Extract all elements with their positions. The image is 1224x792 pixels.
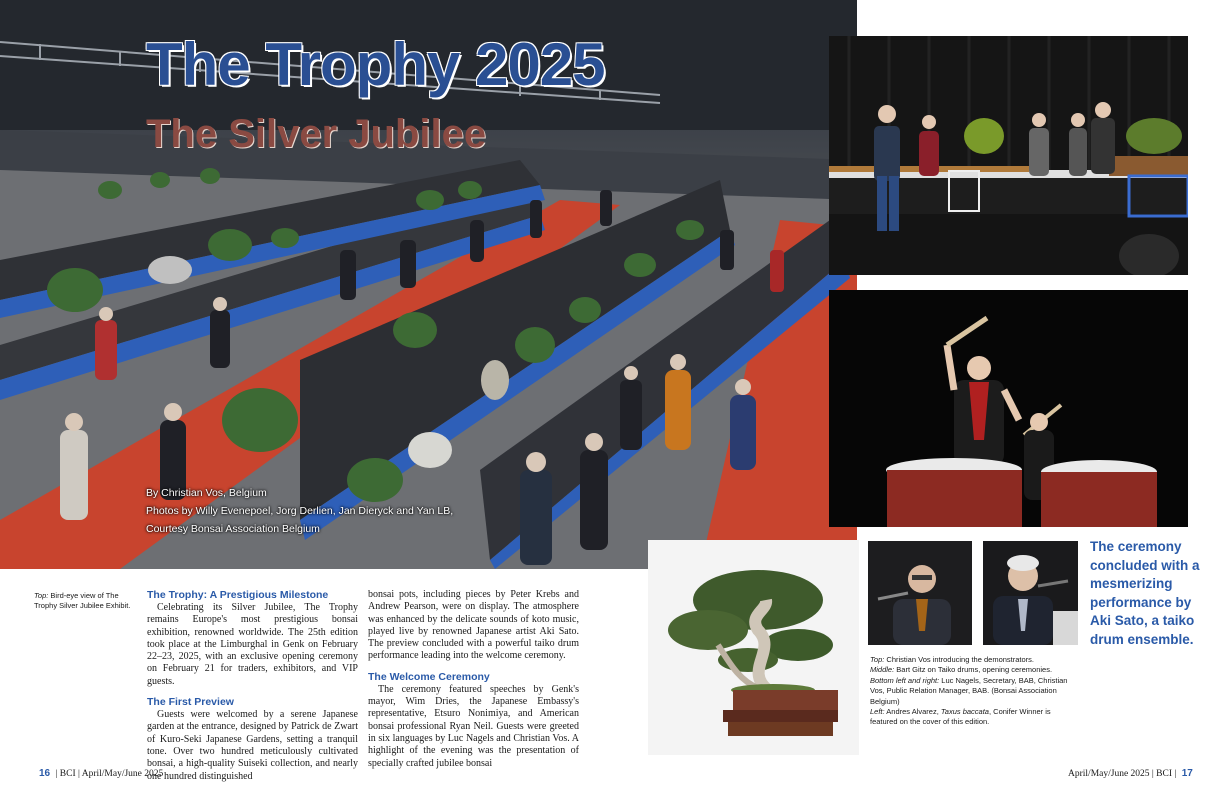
- caption-middle-label: Middle:: [870, 665, 895, 675]
- taiko-illustration: [829, 290, 1188, 527]
- portrait-left: [868, 541, 972, 645]
- photo-credit: Photos by Willy Evenepoel, Jorg Derlien, Jan Dieryck and Yan LB,: [146, 505, 454, 517]
- section-heading-first-preview: The First Preview: [147, 696, 234, 709]
- credits-block: [146, 484, 453, 538]
- caption-middle-text: Bart Gitz on Taiko drums, opening ceremonies.: [896, 665, 1053, 675]
- caption-label: Top:: [34, 591, 49, 600]
- caption-bottom-text: Luc Nagels, Secretary, BAB, Christian Vos, Public Relation Manager, BAB. (Bonsai Association Belgium): [870, 675, 1068, 706]
- speaker-illustration-2: [983, 541, 1078, 645]
- caption-middle: [870, 665, 1080, 675]
- bonsai-photo: [648, 540, 859, 755]
- caption-bottom-label: Bottom left and right:: [870, 675, 940, 685]
- caption-left-text-b: , Conifer Winner is featured on the cover of this edition.: [870, 707, 1051, 727]
- caption-text: Bird-eye view of The Trophy Silver Jubilee Exhibit.: [34, 591, 131, 610]
- caption-left-text-a: Andres Alvarez,: [886, 707, 939, 717]
- paragraph-first-preview: Guests were welcomed by a serene Japanese garden at the entrance, designed by Patrick de Zwart of Kuro-Seki Japanese Gardens, setting a tranquil tone. Over two hundred meticulously cultivated bonsai, a high-quality Suiseki collection, and nearly one hundred distinguished: [147, 709, 358, 782]
- folio-left: [36, 768, 163, 779]
- stage-illustration: [829, 36, 1188, 275]
- caption-species: Taxus baccata: [940, 707, 989, 717]
- article-column-2: [368, 589, 579, 770]
- hero-caption: [34, 591, 134, 611]
- folio-right: [1068, 768, 1196, 779]
- photo-captions: [870, 655, 1080, 728]
- page-number-right: 17: [1181, 768, 1193, 779]
- caption-top-text: Christian Vos introducing the demonstrators.: [886, 655, 1034, 664]
- folio-right-text: April/May/June 2025 | BCI |: [1068, 769, 1177, 779]
- pull-quote: The ceremony concluded with a mesmerizing performance by Aki Sato, a taiko drum ensemble.: [1090, 539, 1200, 647]
- page-number-left: 16: [39, 768, 51, 779]
- article-column-1: [147, 589, 358, 783]
- caption-bottom: [870, 676, 1080, 707]
- paragraph-first-preview-cont: bonsai pots, including pieces by Peter Krebs and Andrew Pearson, were on display. The atmosphere was enhanced by the delicate sounds of koto music, played live by renowned Japanese artist Aki Sato. The preview concluded with a powerful taiko drum performance leading into the welcome ceremony.: [368, 589, 579, 662]
- article-title: The Trophy 2025: [146, 31, 605, 98]
- caption-top-label: Top:: [870, 655, 885, 664]
- caption-left-photo: [870, 707, 1080, 728]
- taxus-bonsai-illustration: [648, 540, 859, 755]
- section-heading-welcome: The Welcome Ceremony: [368, 670, 490, 683]
- stage-photo: [829, 36, 1188, 275]
- caption-top: [870, 655, 1080, 665]
- paragraph-milestone: Celebrating its Silver Jubilee, The Trophy remains Europe's most prestigious bonsai exhibition, renowned worldwide. The 25th edition took place at the Limburghal in Genk on February 22–23, 2025, with an exclusive opening ceremony on February 21 for traders, exhibitors, and VIP guests.: [147, 602, 358, 687]
- byline: By Christian Vos, Belgium: [146, 487, 267, 499]
- portrait-right: [983, 541, 1078, 645]
- article-subtitle: The Silver Jubilee: [146, 112, 487, 156]
- photo-courtesy: Courtesy Bonsai Association Belgium: [146, 523, 320, 535]
- taiko-photo: [829, 290, 1188, 527]
- paragraph-welcome: The ceremony featured speeches by Genk's mayor, Wim Dries, the Japanese Embassy's representative, Etsuro Nonimiya, and American bonsai professional Ryan Neil. Guests were greeted in six languages by Luc Nagels and Christian Vos. A highlight of the evening was the presentation of specially crafted jubilee bonsai: [368, 683, 579, 769]
- section-heading-milestone: The Trophy: A Prestigious Milestone: [147, 589, 329, 601]
- folio-left-text: | BCI | April/May/June 2025: [55, 769, 164, 779]
- speaker-illustration-1: [868, 541, 972, 645]
- caption-left-label: Left:: [870, 707, 885, 717]
